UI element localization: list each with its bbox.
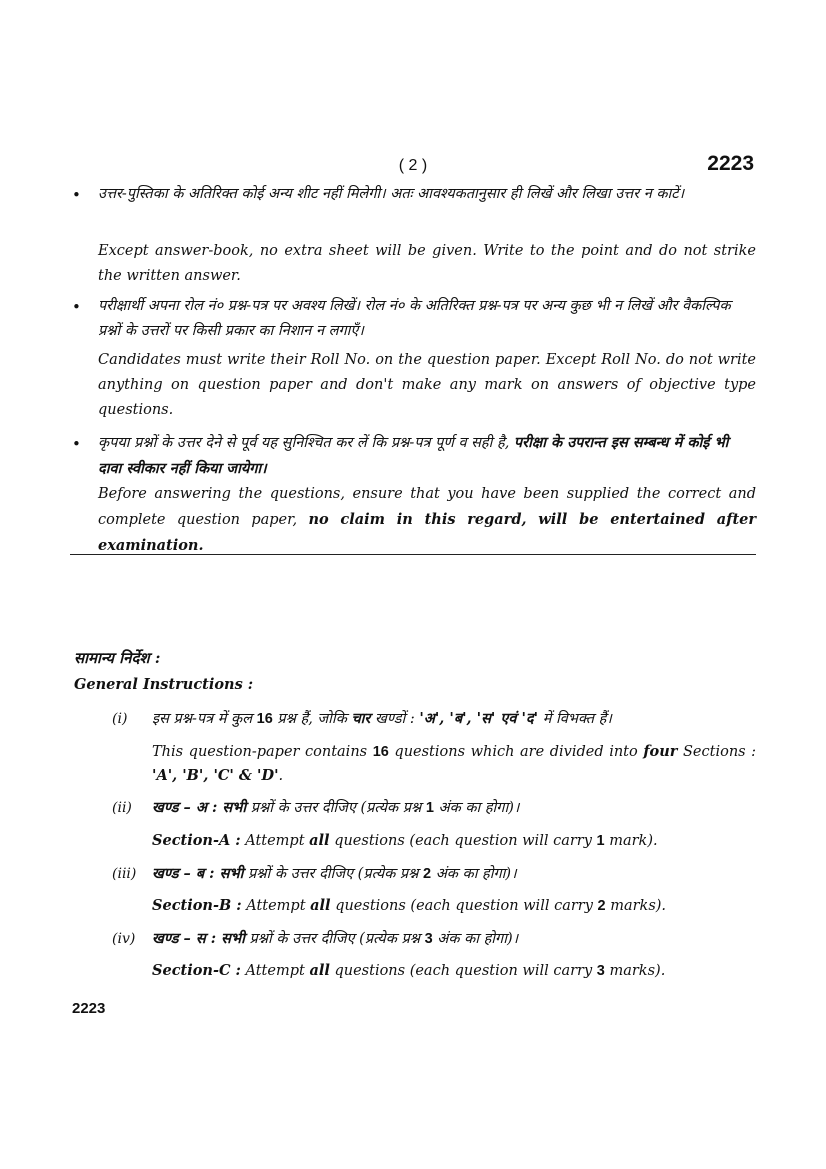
item-2-english-marks: 1 — [596, 833, 605, 849]
note-3-hindi-bold: परीक्षा के उपरान्त इस सम्बन्ध में कोई भी दावा स्वीकार नहीं किया जायेगा। — [98, 434, 729, 477]
item-number: (ii) — [112, 800, 132, 816]
note-1-english: Except answer-book, no extra sheet will be given. Write to the point and do not strike the written answer. — [98, 243, 756, 284]
item-2-hindi-label: खण्ड – अ : सभी — [152, 799, 247, 816]
item-4-english-text-b: questions (each question will carry — [334, 963, 593, 979]
item-4-english-all: all — [309, 962, 330, 979]
item-3-marks: 2 — [423, 866, 432, 882]
item-4-english-text-c: marks). — [609, 963, 666, 979]
item-2-english-text-a: Attempt — [245, 833, 305, 849]
item-3-english-text-a: Attempt — [246, 898, 306, 914]
item-4-hindi-text-a: प्रश्नों के उत्तर दीजिए (प्रत्येक प्रश्न — [249, 931, 420, 947]
item-1-hindi — [152, 707, 756, 731]
bullet-icon: • — [72, 435, 81, 453]
item-3-english-label: Section-B : — [152, 897, 242, 914]
item-1-english-text-a: This question-paper contains — [152, 744, 368, 760]
bullet-icon: • — [72, 298, 81, 316]
item-3-english — [152, 894, 756, 918]
item-3-english-text-b: questions (each question will carry — [335, 898, 593, 914]
item-1-english-text-c: Sections : — [682, 744, 757, 760]
paper-code-header: 2223 — [707, 152, 754, 175]
item-3-english-all: all — [310, 897, 331, 914]
page-number: ( 2 ) — [398, 157, 428, 174]
item-1-english — [152, 740, 756, 788]
general-instructions-heading-english: General Instructions : — [74, 676, 254, 693]
item-4-hindi-text-b: अंक का होगा)। — [437, 931, 519, 947]
item-1-question-count: 16 — [256, 711, 273, 727]
item-1-english-text-d: . — [278, 768, 284, 784]
item-1-english-sections: 'A', 'B', 'C' & 'D' — [152, 767, 279, 784]
item-1-hindi-text-b: प्रश्न हैं, जोकि — [277, 711, 347, 727]
note-3-hindi — [98, 430, 756, 482]
item-2-marks: 1 — [425, 800, 434, 816]
item-2-english-all: all — [309, 832, 330, 849]
item-2-hindi — [152, 796, 756, 820]
item-1-hindi-text-a: इस प्रश्न-पत्र में कुल — [152, 711, 253, 727]
bullet-icon: • — [72, 186, 81, 204]
item-3-hindi-text-b: अंक का होगा)। — [435, 866, 517, 882]
item-2-hindi-text-a: प्रश्नों के उत्तर दीजिए (प्रत्येक प्रश्न — [250, 800, 422, 816]
item-2-hindi-text-b: अंक का होगा)। — [438, 800, 520, 816]
item-2-english-label: Section-A : — [152, 832, 241, 849]
item-4-hindi-label: खण्ड – स : सभी — [152, 930, 245, 947]
note-2-hindi: परीक्षार्थी अपना रोल नं० प्रश्न-पत्र पर अवश्य लिखें। रोल नं० के अतिरिक्त प्रश्न-पत्र पर अन्य कुछ भी न लिखें और वैकल्पिक प्रश्नों के उत्तरों पर किसी प्रकार का निशान न लगाएँ। — [98, 298, 731, 339]
paper-code-footer: 2223 — [72, 1000, 106, 1017]
item-2-english — [152, 829, 756, 853]
item-1-hindi-bold: चार — [351, 710, 371, 727]
item-2-english-text-c: mark). — [609, 833, 658, 849]
item-4-english-marks: 3 — [596, 963, 605, 979]
item-4-marks: 3 — [424, 931, 433, 947]
item-1-english-text-b: questions which are divided into — [394, 744, 638, 760]
item-number: (iii) — [112, 866, 137, 882]
note-2-english: Candidates must write their Roll No. on the question paper. Except Roll No. do not write anything on question paper and don't make any mark on answers of objective type questions. — [98, 352, 756, 418]
item-1-english-count: 16 — [372, 744, 389, 760]
item-4-english-text-a: Attempt — [245, 963, 305, 979]
note-3-english-bold: no claim in this regard, will be entertained after examination. — [98, 511, 757, 554]
item-1-hindi-text-d: में विभक्त हैं। — [542, 711, 612, 727]
item-3-english-text-c: marks). — [610, 898, 667, 914]
item-1-hindi-sections: 'अ', 'ब', 'स' एवं 'द' — [419, 710, 539, 727]
item-1-hindi-text-c: खण्डों : — [374, 711, 415, 727]
item-number: (iv) — [112, 931, 136, 947]
note-3-hindi-text: कृपया प्रश्नों के उत्तर देने से पूर्व यह सुनिश्चित कर लें कि प्रश्न-पत्र पूर्ण व सही है, — [98, 435, 510, 451]
note-1-hindi: उत्तर-पुस्तिका के अतिरिक्त कोई अन्य शीट नहीं मिलेगी। अतः आवश्यकतानुसार ही लिखें और लिखा उत्तर न काटें। — [98, 186, 685, 202]
item-2-english-text-b: questions (each question will carry — [334, 833, 592, 849]
item-3-english-marks: 2 — [597, 898, 606, 914]
item-1-english-bold: four — [643, 743, 678, 760]
divider — [70, 554, 756, 555]
note-3-english — [98, 482, 756, 559]
item-number: (i) — [112, 711, 128, 727]
general-instructions-heading-hindi: सामान्य निर्देश : — [74, 649, 161, 667]
item-3-hindi-text-a: प्रश्नों के उत्तर दीजिए (प्रत्येक प्रश्न — [247, 866, 419, 882]
item-3-hindi-label: खण्ड – ब : सभी — [152, 865, 244, 882]
note-3-english-text: Before answering the questions, ensure that you have been supplied the correct and complete question paper, — [98, 486, 756, 528]
item-4-english — [152, 959, 756, 983]
item-4-english-label: Section-C : — [152, 962, 241, 979]
item-3-hindi — [152, 862, 756, 886]
item-4-hindi — [152, 927, 756, 951]
